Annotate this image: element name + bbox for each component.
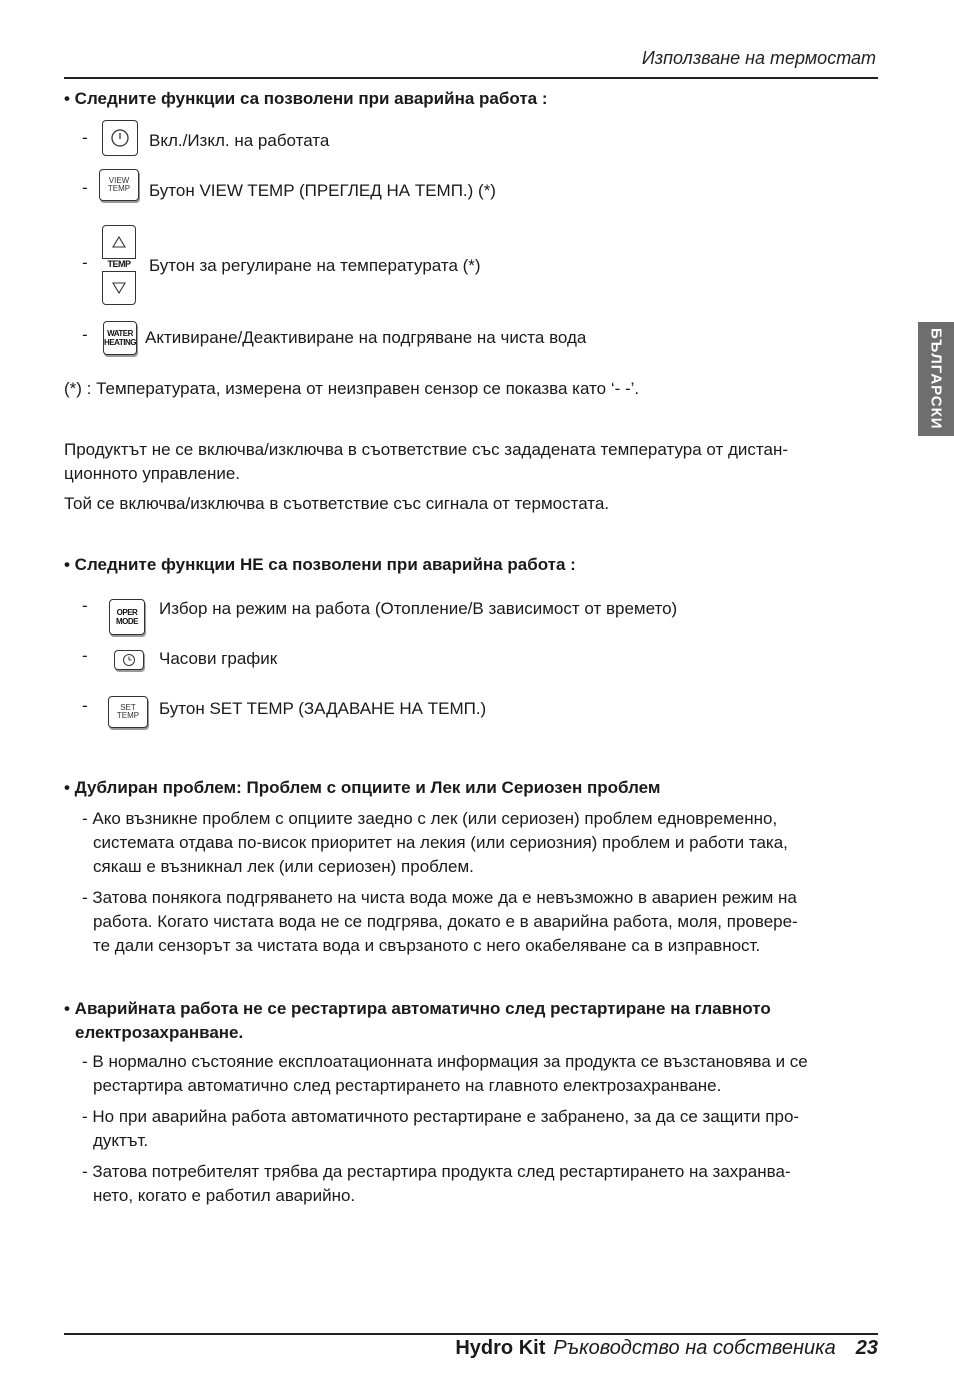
para1-line1: Продуктът не се включва/изключва в съответствие със зададената температура от дистан- — [64, 440, 788, 459]
water-heating-icon-line1: WATER — [107, 329, 133, 338]
item-dash: - — [82, 253, 88, 272]
item-dash: - — [82, 596, 88, 615]
section3-p1-line1: - Ако възникне проблем с опциите заедно с лек (или сериозен) проблем едновременно, — [82, 809, 778, 828]
section3-p1-line3: сякаш е възникнал лек (или сериозен) проблем. — [93, 857, 474, 876]
water-heating-button-icon — [103, 321, 137, 355]
item-label-oper-mode: Избор на режим на работа (Отопление/В зависимост от времето) — [159, 599, 678, 618]
section4-heading-line1: • Аварийната работа не се рестартира автоматично след рестартиране на главното — [64, 999, 771, 1018]
view-temp-icon-line2: TEMP — [107, 184, 131, 193]
temp-up-button-icon — [102, 225, 136, 259]
section4-p3-line1: - Затова потребителят трябва да рестартира продукта след рестартирането на захранва- — [82, 1162, 791, 1181]
temp-down-button-icon — [102, 271, 136, 305]
para1-line2: ционното управление. — [64, 464, 241, 483]
item-dash: - — [82, 178, 88, 197]
language-tab — [918, 322, 954, 436]
set-temp-button-icon — [108, 696, 148, 728]
section4-p1-line1: - В нормално състояние експлоатационната информация за продукта се възстановява и се — [82, 1052, 808, 1071]
section3-p2-line1: - Затова понякога подгряването на чиста вода може да е невъзможно в авариен режим на — [82, 888, 797, 907]
section2-heading: • Следните функции НЕ са позволени при аварийна работа : — [64, 555, 576, 574]
set-temp-icon-line1: SET — [120, 703, 136, 712]
item-label-schedule: Часови график — [159, 649, 278, 668]
oper-mode-icon-line1: OPER — [116, 608, 138, 617]
set-temp-icon-line2: TEMP — [116, 711, 140, 720]
item-label-temp-adjust: Бутон за регулиране на температурата (*) — [149, 256, 481, 275]
section4-heading-line2: електрозахранване. — [75, 1023, 244, 1042]
header-rule — [64, 77, 878, 79]
footer-rule — [64, 1333, 878, 1335]
water-heating-icon-line2: HEATING — [104, 338, 136, 347]
triangle-down-icon — [112, 282, 126, 294]
item-dash: - — [82, 325, 88, 344]
page-number: 23 — [855, 1337, 878, 1359]
item-label-view-temp: Бутон VIEW TEMP (ПРЕГЛЕД НА ТЕМП.) (*) — [149, 181, 496, 200]
section4-p2-line1: - Но при аварийна работа автоматичното рестартиране е забранено, за да се защити про- — [82, 1107, 800, 1126]
power-button-icon — [102, 120, 138, 156]
power-icon — [109, 127, 131, 149]
language-tab-label: БЪЛГАРСКИ — [927, 328, 945, 430]
section3-p2-line3: те дали сензорът за чистата вода и свързаното с него окабеляване са в изправност. — [93, 936, 761, 955]
schedule-button-icon — [114, 650, 144, 670]
section3-p2-line2: работа. Когато чистата вода не се подгрява, докато е в аварийна работа, моля, провере- — [93, 912, 798, 931]
section4-p3-line2: нето, когато е работил аварийно. — [93, 1186, 356, 1205]
section4-p2-line2: дуктът. — [93, 1131, 149, 1150]
item-label-power: Вкл./Изкл. на работата — [149, 131, 330, 150]
view-temp-icon-line1: VIEW — [108, 176, 130, 185]
triangle-up-icon — [112, 236, 126, 248]
temp-icon-label: TEMP — [107, 259, 131, 269]
footer-subtitle: Ръководство на собственика — [553, 1337, 836, 1359]
para1-line3: Той се включва/изключва в съответствие със сигнала от термостата. — [64, 494, 610, 513]
running-header: Използване на термостат — [641, 48, 876, 68]
item-label-water-heating: Активиране/Деактивиране на подгряване на чиста вода — [145, 328, 587, 347]
item-dash: - — [82, 128, 88, 147]
section4-p1-line2: рестартира автоматично след рестартирането на главното електрозахранване. — [93, 1076, 722, 1095]
clock-icon — [122, 653, 136, 667]
section3-p1-line2: системата отдава по-висок приоритет на лекия (или сериозния) проблем и работи така, — [93, 833, 788, 852]
oper-mode-icon-line2: MODE — [116, 617, 138, 626]
item-dash: - — [82, 696, 88, 715]
section3-heading: • Дублиран проблем: Проблем с опциите и Лек или Сериозен проблем — [64, 778, 661, 797]
item-dash: - — [82, 646, 88, 665]
footer — [455, 1337, 878, 1360]
view-temp-button-icon — [99, 169, 139, 201]
item-label-set-temp: Бутон SET TEMP (ЗАДАВАНЕ НА ТЕМП.) — [159, 699, 487, 718]
footer-brand: Hydro Kit — [455, 1337, 546, 1359]
section1-note: (*) : Температурата, измерена от неизправен сензор се показва като ‘- -’. — [64, 379, 640, 398]
section1-heading: • Следните функции са позволени при аварийна работа : — [64, 89, 548, 108]
oper-mode-button-icon — [109, 599, 145, 635]
